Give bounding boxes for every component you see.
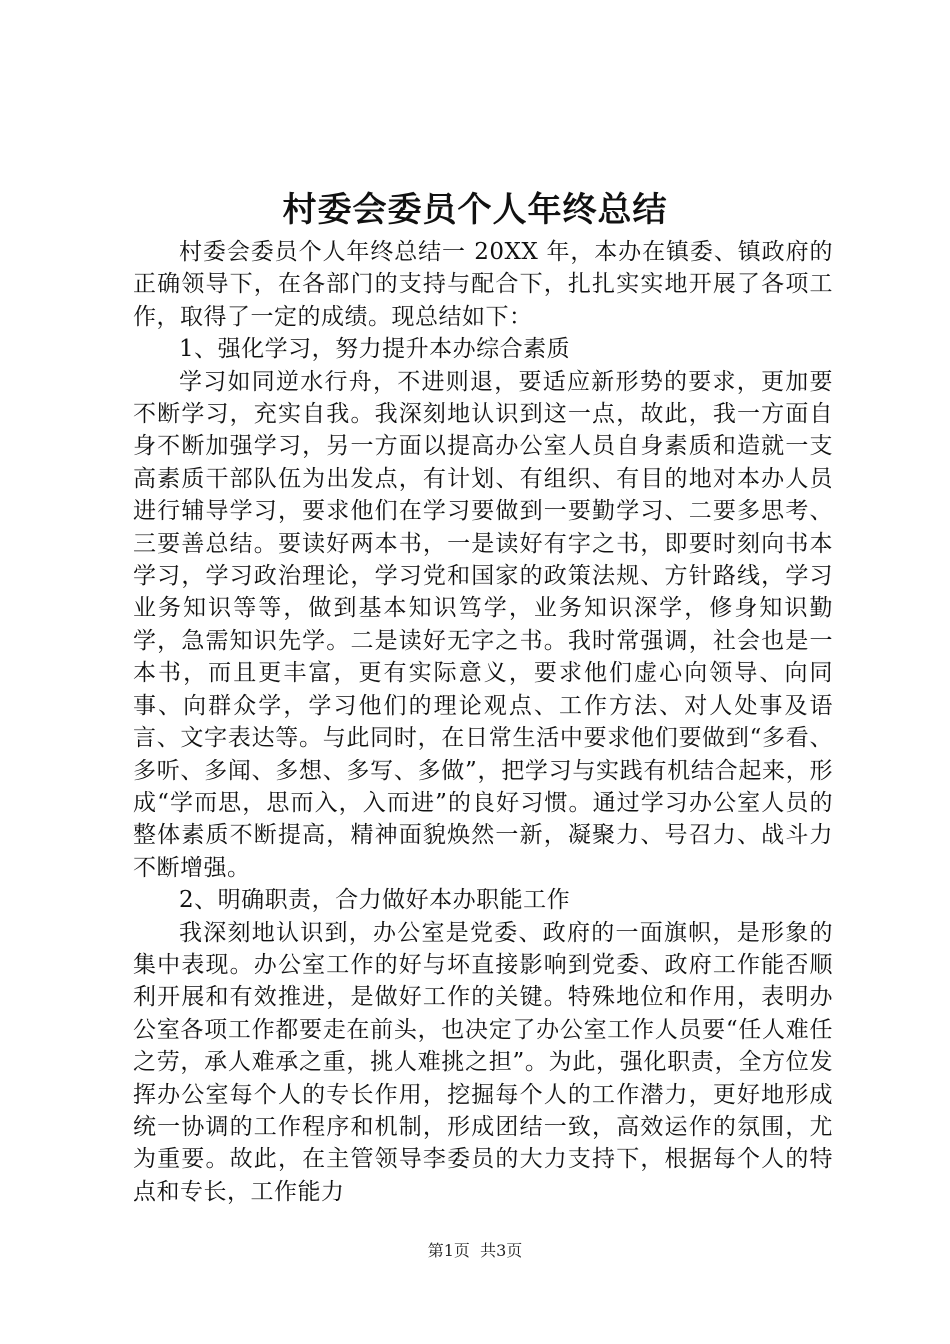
intro-paragraph: 村委会委员个人年终总结一 20XX 年，本办在镇委、镇政府的正确领导下，在各部门的支持与配合下，扎扎实实地开展了各项工作，取得了一定的成绩。现总结如下： [133, 239, 833, 330]
document-body [133, 236, 833, 1208]
total-pages: 共3页 [480, 1241, 523, 1260]
page-number: 第1页 [427, 1241, 470, 1260]
section-heading-1: 1、强化学习，努力提升本办综合素质 [179, 336, 571, 363]
section-1-paragraph: 学习如同逆水行舟，不进则退，要适应新形势的要求，更加要不断学习，充实自我。我深刻地认识到这一点，故此，我一方面自身不断加强学习，另一方面以提高办公室人员自身素质和造就一支高素质干部队伍为出发点，有计划、有组织、有目的地对本办人员进行辅导学习，要求他们在学习要做到一要勤学习、二要多思考、三要善总结。要读好两本书，一是读好有字之书，即要时刻向书本学习，学习政治理论，学习党和国家的政策法规、方针路线，学习业务知识等等，做到基本知识笃学，业务知识深学，修身知识勤学，急需知识先学。二是读好无字之书。我时常强调，社会也是一本书，而且更丰富，更有实际意义，要求他们虚心向领导、向同事、向群众学，学习他们的理论观点、工作方法、对人处事及语言、文字表达等。与此同时，在日常生活中要求他们要做到“多看、多听、多闻、多想、多写、多做”，把学习与实践有机结合起来，形成“学而思，思而入，入而进”的良好习惯。通过学习办公室人员的整体素质不断提高，精神面貌焕然一新，凝聚力、号召力、战斗力不断增强。 [133, 368, 833, 881]
section-2-paragraph: 我深刻地认识到，办公室是党委、政府的一面旗帜，是形象的集中表现。办公室工作的好与坏直接影响到党委、政府工作能否顺利开展和有效推进，是做好工作的关键。特殊地位和作用，表明办公室各项工作都要走在前头，也决定了办公室工作人员要“任人难任之劳，承人难承之重，挑人难挑之担”。为此，强化职责，全方位发挥办公室每个人的专长作用，挖掘每个人的工作潜力，更好地形成统一协调的工作程序和机制，形成团结一致，高效运作的氛围，尤为重要。故此，在主管领导李委员的大力支持下，根据每个人的特点和专长，工作能力 [133, 919, 833, 1205]
section-heading-2: 2、明确职责，合力做好本办职能工作 [179, 887, 571, 914]
page-footer [0, 1240, 950, 1262]
document-title: 村委会委员个人年终总结 [282, 190, 668, 230]
